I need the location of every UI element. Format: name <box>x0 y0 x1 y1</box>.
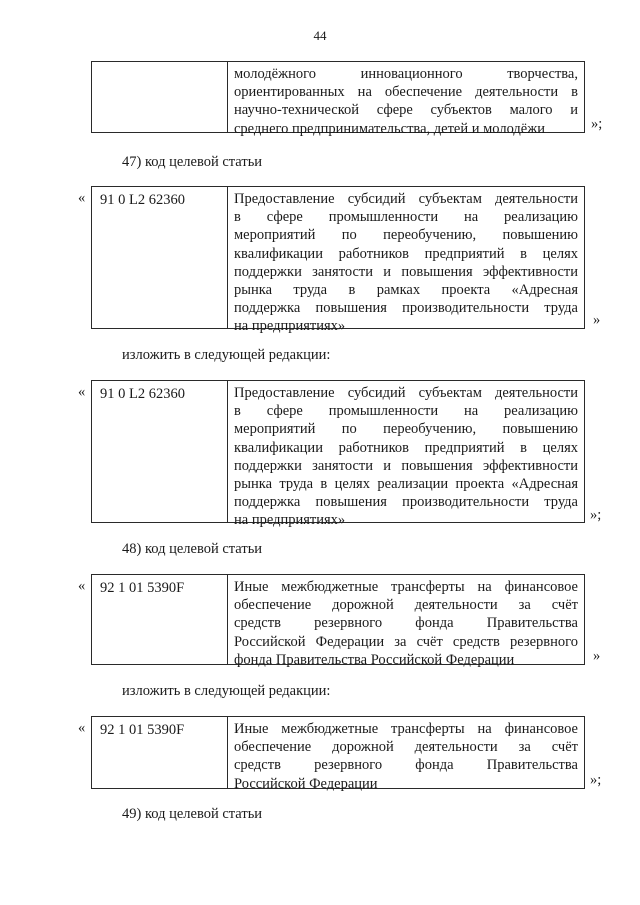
description-line: в сфере промышленности на реализацию <box>234 209 578 226</box>
item-heading-47: 47) код целевой статьи <box>122 154 263 170</box>
opening-quote: « <box>78 578 86 594</box>
description-line: Иные межбюджетные трансферты на финансовое <box>234 721 578 737</box>
opening-quote: « <box>78 384 86 400</box>
closing-quote: »; <box>590 507 602 523</box>
description-line: квалификации работников предприятий в целях <box>234 439 578 456</box>
description-cell <box>228 62 584 137</box>
description-line: на предприятиях» <box>234 512 346 529</box>
description-cell <box>228 381 584 529</box>
item-heading-49: 49) код целевой статьи <box>122 806 263 822</box>
target-code-cell: 92 1 01 5390F <box>92 717 228 788</box>
description-line: Российской Федерации за счёт средств резервного <box>234 633 578 650</box>
description-line: обеспечение дорожной деятельности за счёт <box>234 739 578 756</box>
description-line: мероприятий по переобучению, повышению <box>234 227 578 244</box>
description-line: научно-технической сфере субъектов малого и <box>234 102 578 119</box>
description-line: Предоставление субсидий субъектам деятельности <box>234 385 578 401</box>
target-code-cell: 92 1 01 5390F <box>92 575 228 664</box>
description-line: средств резервного фонда Правительства <box>234 615 578 632</box>
table-row-continuation <box>91 61 585 137</box>
table-row-new <box>91 380 585 529</box>
target-code-cell <box>92 62 228 132</box>
description-line: в сфере промышленности на реализацию <box>234 403 578 420</box>
description-line: Российской Федерации <box>234 775 378 792</box>
table-row-old <box>91 574 585 668</box>
target-code-cell: 91 0 L2 62360 <box>92 187 228 328</box>
target-code-cell: 91 0 L2 62360 <box>92 381 228 522</box>
description-line: квалификации работников предприятий в целях <box>234 245 578 262</box>
closing-quote: »; <box>590 772 602 788</box>
description-line: мероприятий по переобучению, повышению <box>234 421 578 438</box>
opening-quote: « <box>78 720 86 736</box>
description-line: средств резервного фонда Правительства <box>234 757 578 774</box>
description-line: фонда Правительства Российской Федерации <box>234 651 515 668</box>
amendment-statement: изложить в следующей редакции: <box>122 347 331 363</box>
description-line: рынка труда в рамках проекта «Адресная <box>234 281 578 298</box>
description-line: поддержка повышения производительности труда <box>234 494 578 511</box>
page-number: 44 <box>313 28 327 43</box>
closing-quote: »; <box>591 116 603 132</box>
description-cell <box>228 575 584 668</box>
amendment-statement: изложить в следующей редакции: <box>122 683 331 699</box>
description-line: молодёжного инновационного творчества, <box>234 66 578 82</box>
description-line: обеспечение дорожной деятельности за счёт <box>234 597 578 614</box>
item-heading-48: 48) код целевой статьи <box>122 541 263 557</box>
description-line: Иные межбюджетные трансферты на финансовое <box>234 579 578 595</box>
description-cell <box>228 717 584 792</box>
description-line: поддержка повышения производительности труда <box>234 300 578 317</box>
closing-quote: » <box>593 648 601 664</box>
description-cell <box>228 187 584 335</box>
description-line: на предприятиях» <box>234 318 346 335</box>
table-row-new <box>91 716 585 792</box>
description-line: поддержки занятости и повышения эффективности <box>234 263 578 280</box>
description-line: поддержки занятости и повышения эффективности <box>234 457 578 474</box>
description-line: Предоставление субсидий субъектам деятельности <box>234 191 578 207</box>
description-line: ориентированных на обеспечение деятельности в <box>234 84 578 101</box>
opening-quote: « <box>78 190 86 206</box>
description-line: рынка труда в целях реализации проекта «Адресная <box>234 475 578 492</box>
table-row-old <box>91 186 585 335</box>
closing-quote: » <box>593 312 601 328</box>
description-line: среднего предпринимательства, детей и молодёжи <box>234 120 546 137</box>
